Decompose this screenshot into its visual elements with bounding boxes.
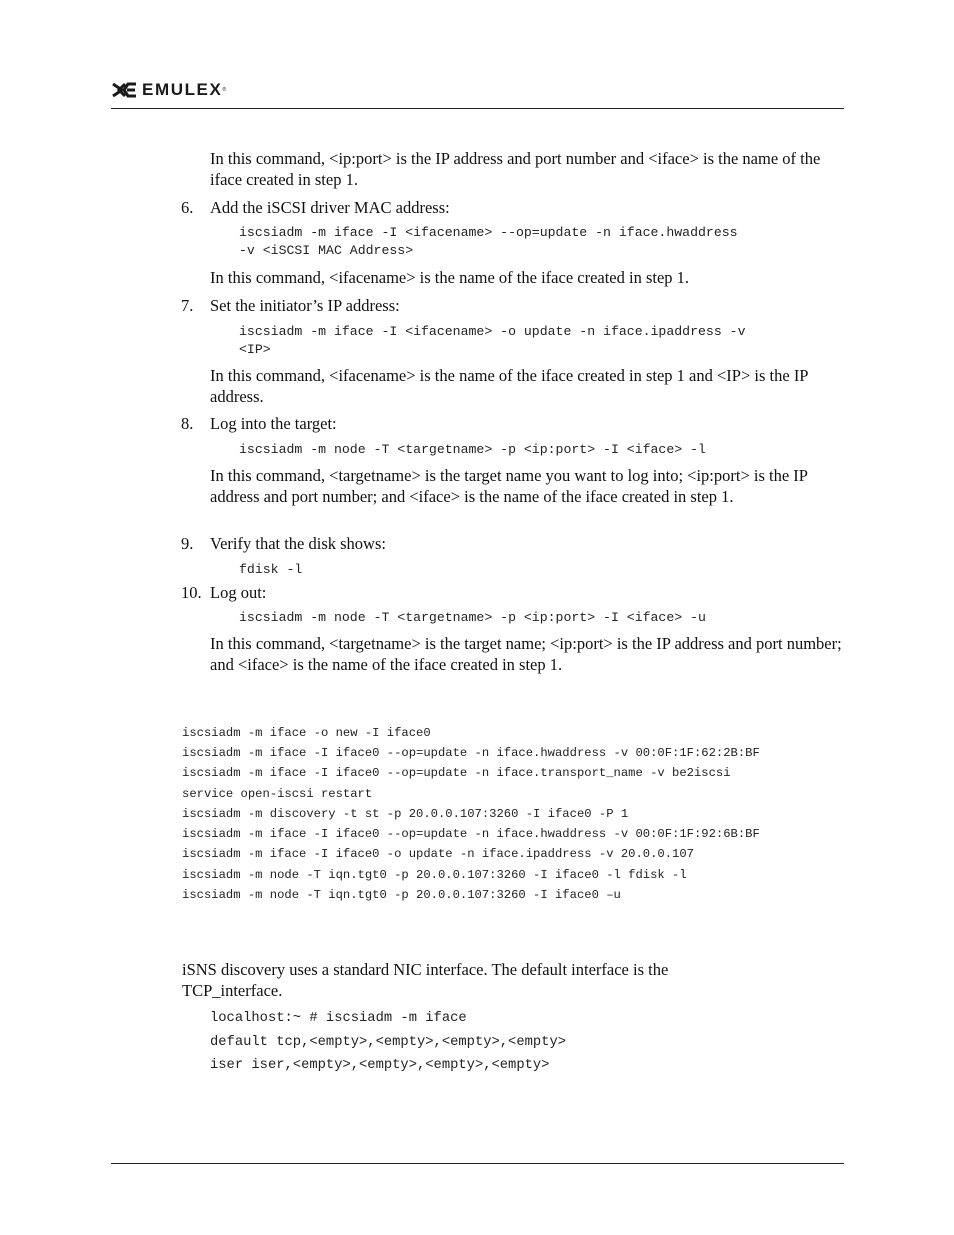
listing-line: default tcp,<empty>,<empty>,<empty>,<empty> <box>210 1035 567 1050</box>
step-note: In this command, <targetname> is the target name; <ip:port> is the IP address and port number; and <iface> is the name of the iface created in step 1. <box>210 634 842 674</box>
step-code-line: <IP> <box>239 342 271 357</box>
header-divider <box>111 108 844 109</box>
step-code-line: iscsiadm -m iface -I <ifacename> --op=update -n iface.hwaddress <box>239 225 738 240</box>
step-number: 7. <box>181 296 194 315</box>
step-code-line: fdisk -l <box>239 562 303 577</box>
listing-line: localhost:~ # iscsiadm -m iface <box>210 1011 467 1026</box>
step-code-line: -v <iSCSI MAC Address> <box>239 243 414 258</box>
step-text: Log out: <box>210 583 267 602</box>
example-code-line: iscsiadm -m iface -I iface0 --op=update -n iface.hwaddress -v 00:0F:1F:62:2B:BF <box>182 746 760 760</box>
step-code-line: iscsiadm -m node -T <targetname> -p <ip:port> -I <iface> -u <box>239 610 706 625</box>
step-number: 6. <box>181 198 194 217</box>
step-text: Set the initiator’s IP address: <box>210 296 400 315</box>
step-text: Log into the target: <box>210 414 337 433</box>
example-code-line: iscsiadm -m iface -I iface0 -o update -n iface.ipaddress -v 20.0.0.107 <box>182 847 694 861</box>
listing-line: iser iser,<empty>,<empty>,<empty>,<empty> <box>210 1058 550 1073</box>
example-code-line: iscsiadm -m node -T iqn.tgt0 -p 20.0.0.107:3260 -I iface0 –u <box>182 888 621 902</box>
emulex-mark-icon <box>112 82 138 98</box>
example-code-line: iscsiadm -m iface -o new -I iface0 <box>182 726 431 740</box>
example-code-line: iscsiadm -m iface -I iface0 --op=update -n iface.transport_name -v be2iscsi <box>182 766 731 780</box>
step-code-line: iscsiadm -m node -T <targetname> -p <ip:port> -I <iface> -l <box>239 442 706 457</box>
step-text: Add the iSCSI driver MAC address: <box>210 198 450 217</box>
step-number: 8. <box>181 414 194 433</box>
emulex-logo <box>112 80 226 100</box>
step-note: In this command, <ifacename> is the name of the iface created in step 1. <box>210 268 690 287</box>
footer-divider <box>111 1163 844 1164</box>
example-code-line: service open-iscsi restart <box>182 787 373 801</box>
example-code-line: iscsiadm -m iface -I iface0 --op=update -n iface.hwaddress -v 00:0F:1F:92:6B:BF <box>182 827 760 841</box>
step-note: In this command, <ifacename> is the name of the iface created in step 1 and <IP> is the IP address. <box>210 366 808 406</box>
example-code-line: iscsiadm -m node -T iqn.tgt0 -p 20.0.0.107:3260 -I iface0 -l fdisk -l <box>182 868 687 882</box>
step-note: In this command, <targetname> is the target name you want to log into; <ip:port> is the IP address and port number; and <iface> is the name of the iface created in step 1. <box>210 466 808 506</box>
step-number: 10. <box>181 583 202 602</box>
isns-paragraph: iSNS discovery uses a standard NIC interface. The default interface is the TCP_interface. <box>182 960 669 1000</box>
step-text: Verify that the disk shows: <box>210 534 386 553</box>
logo-trademark: ® <box>222 87 227 93</box>
step-code-line: iscsiadm -m iface -I <ifacename> -o update -n iface.ipaddress -v <box>239 324 746 339</box>
logo-wordmark: EMULEX <box>142 80 223 99</box>
intro-paragraph: In this command, <ip:port> is the IP address and port number and <iface> is the name of the iface created in step 1. <box>210 149 821 189</box>
step-number: 9. <box>181 534 194 553</box>
example-code-line: iscsiadm -m discovery -t st -p 20.0.0.107:3260 -I iface0 -P 1 <box>182 807 629 821</box>
